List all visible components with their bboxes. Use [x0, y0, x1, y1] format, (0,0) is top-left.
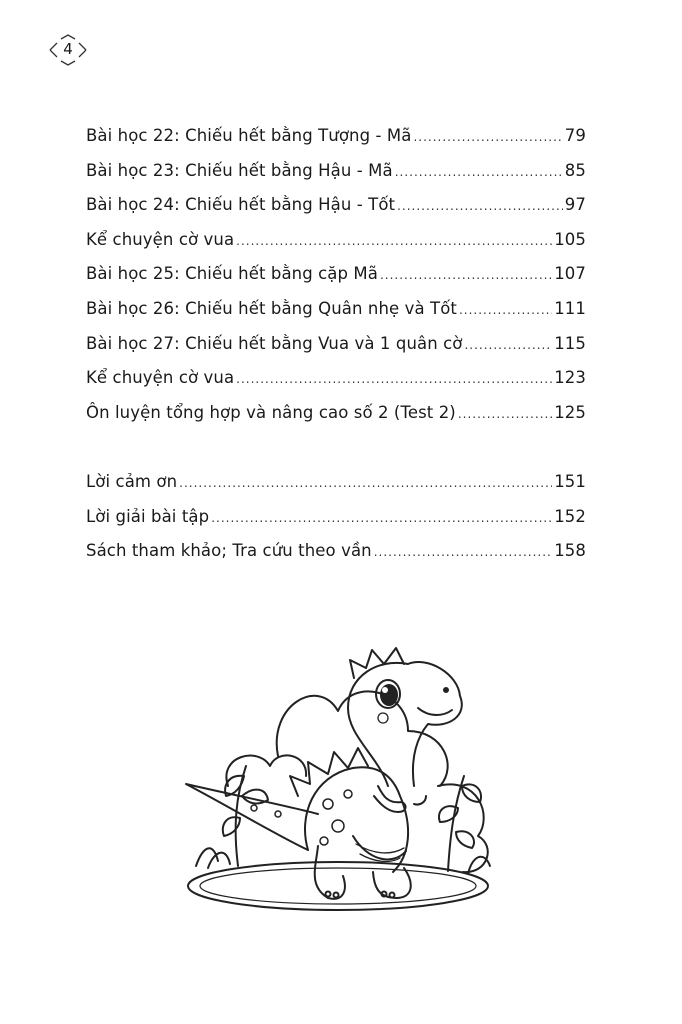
toc-entry-title: Bài học 25: Chiếu hết bằng cặp Mã	[86, 264, 378, 284]
leaves-left	[223, 776, 268, 836]
dino-leg-back	[315, 846, 345, 899]
dino-back-plates	[290, 748, 368, 796]
toc-section-lessons	[86, 126, 586, 437]
dino-spot	[332, 820, 344, 832]
toc-entry-title: Lời cảm ơn	[86, 472, 178, 491]
toc-entry[interactable]	[86, 472, 586, 507]
dino-nostril	[444, 688, 448, 692]
toc-entry-title: Ôn luyện tổng hợp và nâng cao số 2 (Test 2)	[86, 402, 456, 422]
dot-leader	[236, 234, 552, 248]
dino-body	[305, 767, 408, 872]
toc-entry[interactable]	[86, 403, 586, 438]
toc-entry-title: Lời giải bài tập	[86, 506, 210, 526]
dot-leader	[413, 130, 562, 144]
dino-spot	[323, 799, 333, 809]
toc-entry-title: Bài học 23: Chiếu hết bằng Hậu - Mã	[86, 160, 393, 180]
toc-entry[interactable]	[86, 230, 586, 265]
toc-entry-page: 85	[564, 160, 586, 180]
toc-section-appendix	[86, 472, 586, 576]
toc-entry[interactable]	[86, 507, 586, 542]
dino-spot	[344, 790, 352, 798]
toc-entry[interactable]	[86, 299, 586, 334]
dot-leader	[464, 338, 552, 352]
toc-entry-title: Bài học 26: Chiếu hết bằng Quân nhẹ và Tốt	[86, 298, 457, 318]
page-number: 4	[63, 40, 73, 58]
page-number-badge	[44, 34, 92, 66]
toc-entry[interactable]	[86, 264, 586, 299]
toc-entry-page: 151	[554, 472, 586, 491]
toe	[326, 892, 331, 897]
dino-cheek	[378, 713, 388, 723]
dot-leader	[458, 407, 552, 421]
dot-leader	[397, 199, 563, 213]
toc-entry[interactable]	[86, 161, 586, 196]
toc-entry-title: Bài học 27: Chiếu hết bằng Vua và 1 quân cờ	[86, 333, 463, 353]
dino-belly	[353, 836, 406, 859]
dino-spot	[275, 811, 281, 817]
dinosaur-illustration-icon	[178, 636, 502, 916]
toc-entry[interactable]	[86, 126, 586, 161]
ground-ellipse	[188, 862, 488, 910]
dot-leader	[236, 372, 552, 386]
dot-leader	[374, 545, 552, 559]
toc-entry-title: Kể chuyện cờ vua	[86, 229, 235, 249]
toc-entry-title: Sách tham khảo; Tra cứu theo vần	[86, 541, 372, 561]
toe	[390, 893, 395, 898]
toc-entry-page: 105	[554, 229, 586, 249]
toc-entry-page: 107	[554, 264, 586, 284]
eye-highlight	[382, 687, 388, 693]
toc-entry-page: 111	[554, 298, 586, 318]
toc-entry-page: 152	[554, 506, 586, 526]
dino-smile	[418, 708, 452, 715]
toc-entry-page: 115	[554, 333, 586, 353]
dot-leader	[179, 476, 552, 490]
dot-leader	[459, 303, 552, 317]
toe	[382, 892, 387, 897]
toc-entry[interactable]	[86, 541, 586, 576]
dot-leader	[395, 165, 563, 179]
toc-entry-page: 125	[554, 402, 586, 422]
bush-outline	[277, 691, 448, 786]
toe	[334, 893, 339, 898]
toc-entry-page: 123	[554, 368, 586, 388]
toc-entry[interactable]	[86, 195, 586, 230]
grass-left	[196, 848, 230, 868]
toc-entry-title: Kể chuyện cờ vua	[86, 368, 235, 388]
dino-arm-right	[414, 796, 426, 805]
dot-leader	[211, 511, 552, 525]
bush-left	[226, 755, 306, 786]
toc-entry-page: 79	[564, 126, 586, 145]
toc-entry-title: Bài học 24: Chiếu hết bằng Hậu - Tốt	[86, 195, 396, 215]
toc-entry-title: Bài học 22: Chiếu hết bằng Tượng - Mã	[86, 126, 412, 145]
dino-spot	[251, 805, 257, 811]
dino-spot	[320, 837, 328, 845]
toc-entry[interactable]	[86, 334, 586, 369]
toc-entry[interactable]	[86, 368, 586, 403]
dot-leader	[380, 268, 552, 282]
toc-entry-page: 158	[554, 541, 586, 561]
toc-entry-page: 97	[564, 195, 586, 215]
